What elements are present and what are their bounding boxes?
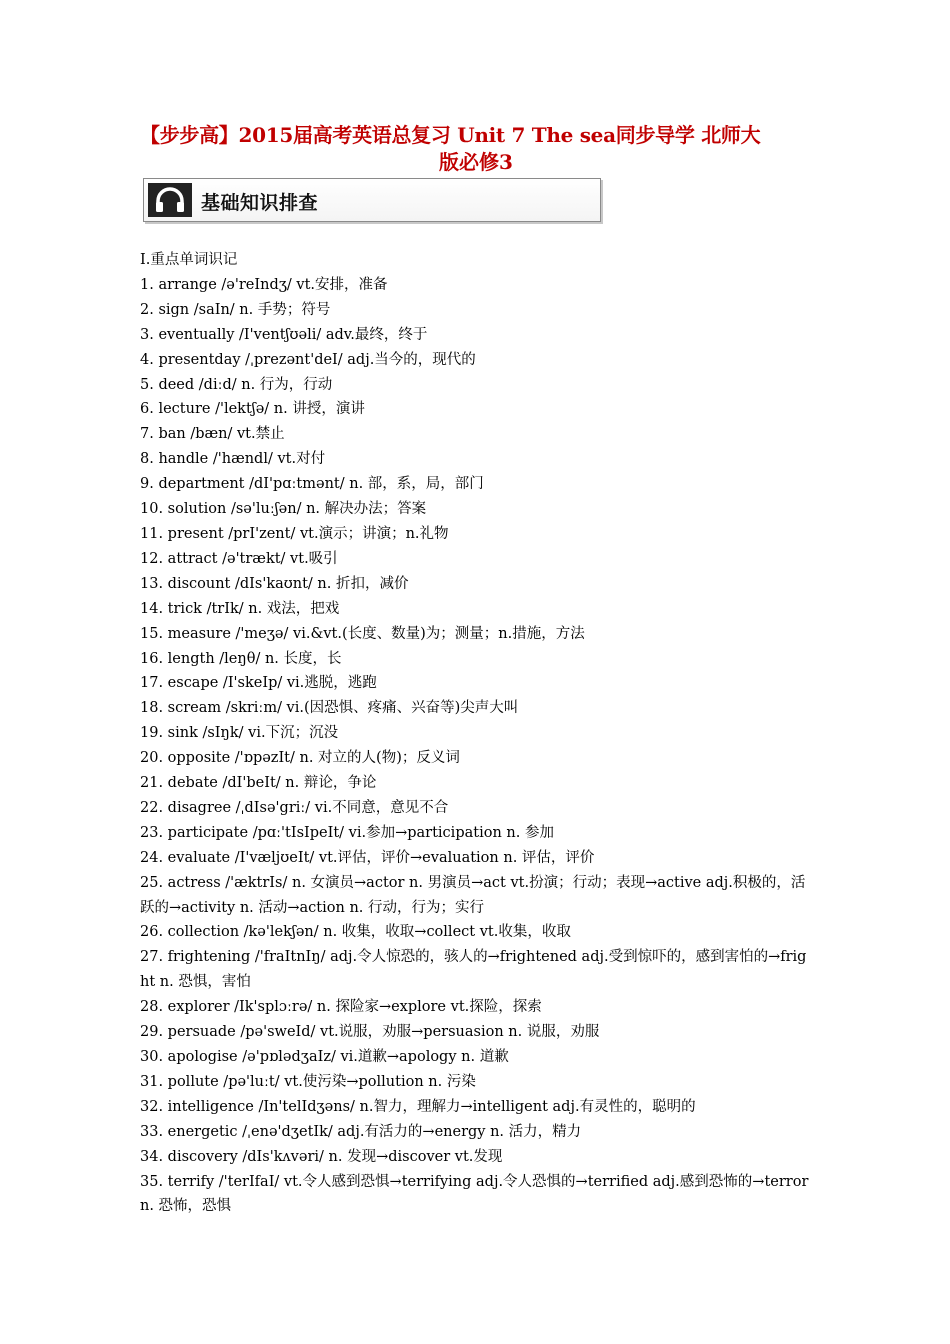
vocab-item: 35. terrify /'terIfaI/ vt.令人感到恐惧→terrifying adj.令人恐惧的→terrified adj.感到恐怖的→terror n. 恐怖，恐惧 — [140, 1173, 809, 1215]
vocab-item: 27. frightening /'fraItnIŋ/ adj.令人惊恐的，骇人的→frightened adj.受到惊吓的，感到害怕的→fright n. 恐惧，害怕 — [140, 949, 807, 991]
vocab-item: 6. lecture /'lektʃə/ n. 讲授，演讲 — [140, 401, 365, 418]
banner-icon-box — [148, 183, 192, 217]
vocab-item: 11. present /prI'zent/ vt.演示；讲演；n.礼物 — [140, 525, 449, 542]
vocab-item: 21. debate /dI'beIt/ n. 辩论，争论 — [140, 775, 377, 792]
vocab-item: 8. handle /'hændl/ vt.对付 — [140, 451, 326, 468]
vocab-item: 5. deed /diːd/ n. 行为，行动 — [140, 376, 333, 393]
vocab-item: 33. energetic /ˌenə'dʒetIk/ adj.有活力的→energy n. 活力，精力 — [140, 1123, 582, 1140]
vocab-item: 20. opposite /'ɒpəzIt/ n. 对立的人(物)；反义词 — [140, 750, 460, 767]
vocab-item: 24. evaluate /I'væljʊeIt/ vt.评估，评价→evaluation n. 评估，评价 — [140, 849, 595, 866]
vocab-item: 30. apologise /ə'pɒlədʒaIz/ vi.道歉→apology n. 道歉 — [140, 1049, 509, 1065]
vocab-item: 18. scream /skriːm/ vi.(因恐惧、疼痛、兴奋等)尖声大叫 — [140, 700, 519, 717]
vocab-item: 15. measure /'meʒə/ vi.&vt.(长度、数量)为；测量；n.措施，方法 — [140, 625, 585, 642]
vocab-item: 25. actress /'æktrIs/ n. 女演员→actor n. 男演员→act vt.扮演；行动；表现→active adj.积极的，活跃的→activity n. 活动→action n. 行动，行为；实行 — [140, 874, 806, 916]
vocab-item: 14. trick /trIk/ n. 戏法，把戏 — [140, 600, 340, 617]
vocab-item: 13. discount /dIs'kaʊnt/ n. 折扣，减价 — [140, 575, 409, 592]
vocab-item: 23. participate /pɑː'tIsIpeIt/ vi.参加→participation n. 参加 — [140, 824, 554, 841]
vocab-item: 28. explorer /Ik'splɔːrə/ n. 探险家→explore vt.探险，探索 — [140, 999, 542, 1016]
vocab-item: 34. discovery /dIs'kʌvəri/ n. 发现→discover vt.发现 — [140, 1148, 503, 1165]
vocab-item: 19. sink /sIŋk/ vi.下沉；沉没 — [140, 725, 339, 742]
vocab-item: 12. attract /ə'trækt/ vt.吸引 — [140, 550, 338, 567]
vocab-item: 26. collection /kə'lekʃən/ n. 收集，收取→collect vt.收集，收取 — [140, 924, 571, 941]
vocab-section — [140, 248, 812, 1219]
vocab-item: 3. eventually /I'ventʃʊəli/ adv.最终，终于 — [140, 326, 428, 343]
vocab-item: 9. department /dI'pɑːtmənt/ n. 部，系，局，部门 — [140, 476, 484, 493]
title-line-2: 版必修3 — [439, 150, 513, 174]
section-heading: Ⅰ.重点单词识记 — [140, 252, 238, 268]
section-banner — [143, 178, 601, 222]
vocab-item: 17. escape /I'skeIp/ vi.逃脱，逃跑 — [140, 675, 377, 692]
banner-label: 基础知识排查 — [201, 192, 319, 214]
vocab-item: 32. intelligence /In'telIdʒəns/ n.智力，理解力→intelligent adj.有灵性的，聪明的 — [140, 1098, 696, 1115]
vocab-item: 22. disagree /ˌdIsə'griː/ vi.不同意，意见不合 — [140, 799, 449, 816]
vocab-item: 10. solution /sə'luːʃən/ n. 解决办法；答案 — [140, 501, 427, 518]
vocab-item: 31. pollute /pə'luːt/ vt.使污染→pollution n. 污染 — [140, 1073, 476, 1090]
vocab-list — [140, 273, 812, 1219]
vocab-item: 1. arrange /ə'reIndʒ/ vt.安排，准备 — [140, 276, 388, 293]
vocab-item: 2. sign /saIn/ n. 手势；符号 — [140, 301, 331, 318]
title-line-1: 【步步高】2015届高考英语总复习 Unit 7 The sea同步导学 北师大 — [140, 123, 761, 147]
vocab-item: 29. persuade /pə'sweId/ vt.说服，劝服→persuasion n. 说服，劝服 — [140, 1024, 600, 1041]
vocab-item: 7. ban /bæn/ vt.禁止 — [140, 426, 285, 443]
vocab-item: 16. length /leŋθ/ n. 长度，长 — [140, 650, 342, 667]
document-title — [140, 122, 812, 176]
vocab-item: 4. presentday /ˌprezənt'deI/ adj.当今的，现代的 — [140, 351, 476, 368]
